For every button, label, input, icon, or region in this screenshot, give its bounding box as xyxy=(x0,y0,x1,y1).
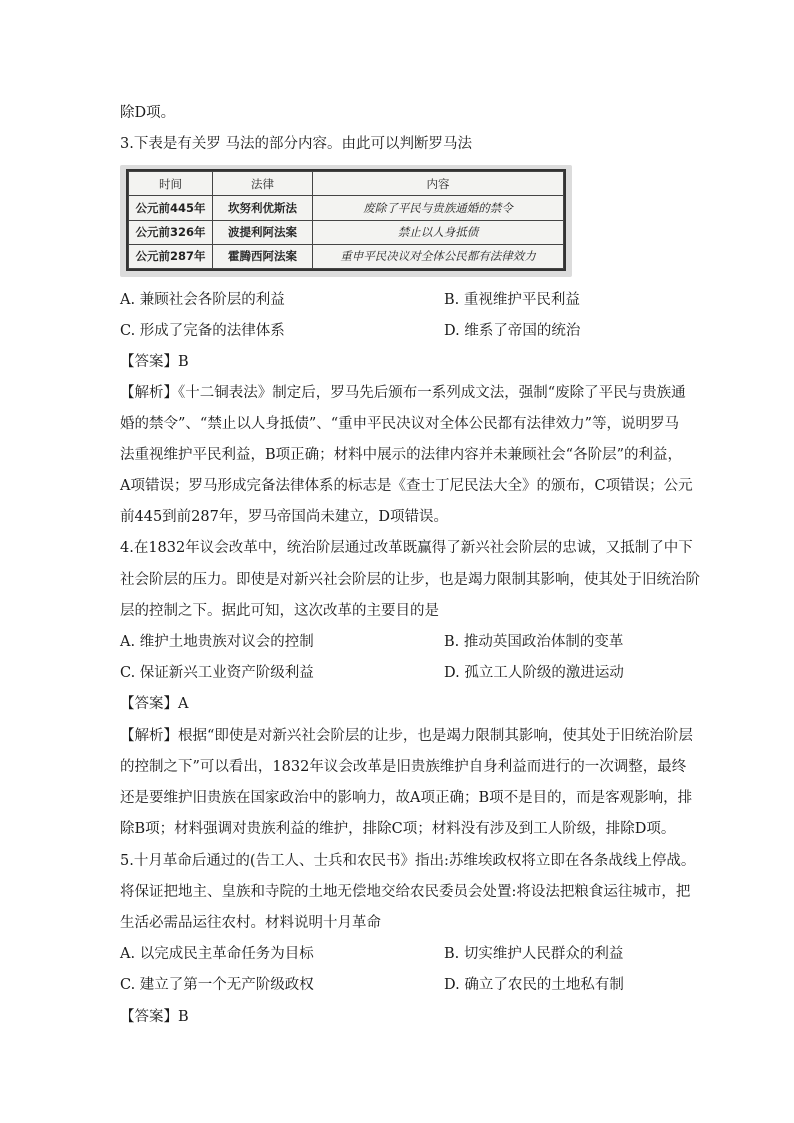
table-cell: 废除了平民与贵族通婚的禁令 xyxy=(313,196,564,220)
table-cell: 公元前326年 xyxy=(129,220,213,244)
table-cell: 波提利阿法案 xyxy=(213,220,313,244)
explanation-line: 前445到前287年，罗马帝国尚未建立，D项错误。 xyxy=(120,509,448,525)
table-cell: 霍腾西阿法案 xyxy=(213,244,313,268)
question-4-stem: 层的控制之下。据此可知，这次改革的主要目的是 xyxy=(120,603,439,619)
table-cell: 公元前445年 xyxy=(129,196,213,220)
table-header: 内容 xyxy=(313,172,564,196)
option-a: A. 维护土地贵族对议会的控制 xyxy=(120,634,314,650)
table-header: 时间 xyxy=(129,172,213,196)
table-row xyxy=(129,220,564,244)
option-d: D. 孤立工人阶级的激进运动 xyxy=(444,665,624,681)
explanation-line: 【解析】根据“即使是对新兴社会阶层的让步，也是竭力限制其影响，使其处于旧统治阶层 xyxy=(120,728,693,744)
table-row xyxy=(129,244,564,268)
question-3-stem: 3.下表是有关罗 马法的部分内容。由此可以判断罗马法 xyxy=(120,136,472,152)
explanation-line: 【解析】《十二铜表法》制定后，罗马先后颁布一系列成文法，强制“废除了平民与贵族通 xyxy=(120,385,686,401)
explanation-line: 法重视维护平民利益，B项正确；材料中展示的法律内容并未兼顾社会“各阶层”的利益， xyxy=(120,447,682,463)
table-header: 法律 xyxy=(213,172,313,196)
question-4-stem: 社会阶层的压力。即使是对新兴社会阶层的让步，也是竭力限制其影响，使其处于旧统治阶 xyxy=(120,572,700,588)
explanation-line: 的控制之下”可以看出，1832年议会改革是旧贵族维护自身利益而进行的一次调整，最终 xyxy=(120,759,687,775)
explanation-line: 除B项；材料强调对贵族利益的维护，排除C项；材料没有涉及到工人阶级，排除D项。 xyxy=(120,821,676,837)
answer-label: 【答案】B xyxy=(120,1009,189,1025)
option-c: C. 建立了第一个无产阶级政权 xyxy=(120,977,314,993)
table-cell: 公元前287年 xyxy=(129,244,213,268)
option-b: B. 推动英国政治体制的变革 xyxy=(444,634,624,650)
table-row xyxy=(129,196,564,220)
text-line: 除D项。 xyxy=(120,105,176,121)
answer-label: 【答案】B xyxy=(120,354,189,370)
answer-label: 【答案】A xyxy=(120,696,189,712)
option-d: D. 维系了帝国的统治 xyxy=(444,323,581,339)
explanation-line: 还是要维护旧贵族在国家政治中的影响力，故A项正确；B项不是目的，而是客观影响，排 xyxy=(120,790,693,806)
option-a: A. 兼顾社会各阶层的利益 xyxy=(120,292,285,308)
question-5-stem: 生活必需品运往农村。材料说明十月革命 xyxy=(120,915,381,931)
question-5-stem: 将保证把地主、皇族和寺院的土地无偿地交给农民委员会处置:将设法把粮食运往城市，把 xyxy=(120,884,691,900)
law-table-photo xyxy=(120,165,572,277)
table-header-row xyxy=(129,172,564,196)
table-cell: 坎努利优斯法 xyxy=(213,196,313,220)
option-d: D. 确立了农民的土地私有制 xyxy=(444,977,624,993)
question-5-stem: 5.十月革命后通过的(告工人、士兵和农民书》指出:苏维埃政权将立即在各条战线上停战。 xyxy=(120,853,696,869)
option-b: B. 切实维护人民群众的利益 xyxy=(444,946,624,962)
option-c: C. 形成了完备的法律体系 xyxy=(120,323,285,339)
option-b: B. 重视维护平民利益 xyxy=(444,292,580,308)
explanation-line: A项错误；罗马形成完备法律体系的标志是《查士丁尼民法大全》的颁布，C项错误；公元 xyxy=(120,478,693,494)
explanation-line: 婚的禁令”、“禁止以人身抵债”、“重申平民决议对全体公民都有法律效力”等，说明罗马 xyxy=(120,416,680,432)
table-cell: 重申平民决议对全体公民都有法律效力 xyxy=(313,244,564,268)
law-table xyxy=(128,171,564,269)
option-a: A. 以完成民主革命任务为目标 xyxy=(120,946,314,962)
question-4-stem: 4.在1832年议会改革中，统治阶层通过改革既赢得了新兴社会阶层的忠诚，又抵制了中下 xyxy=(120,540,693,556)
table-cell: 禁止以人身抵债 xyxy=(313,220,564,244)
option-c: C. 保证新兴工业资产阶级利益 xyxy=(120,665,314,681)
